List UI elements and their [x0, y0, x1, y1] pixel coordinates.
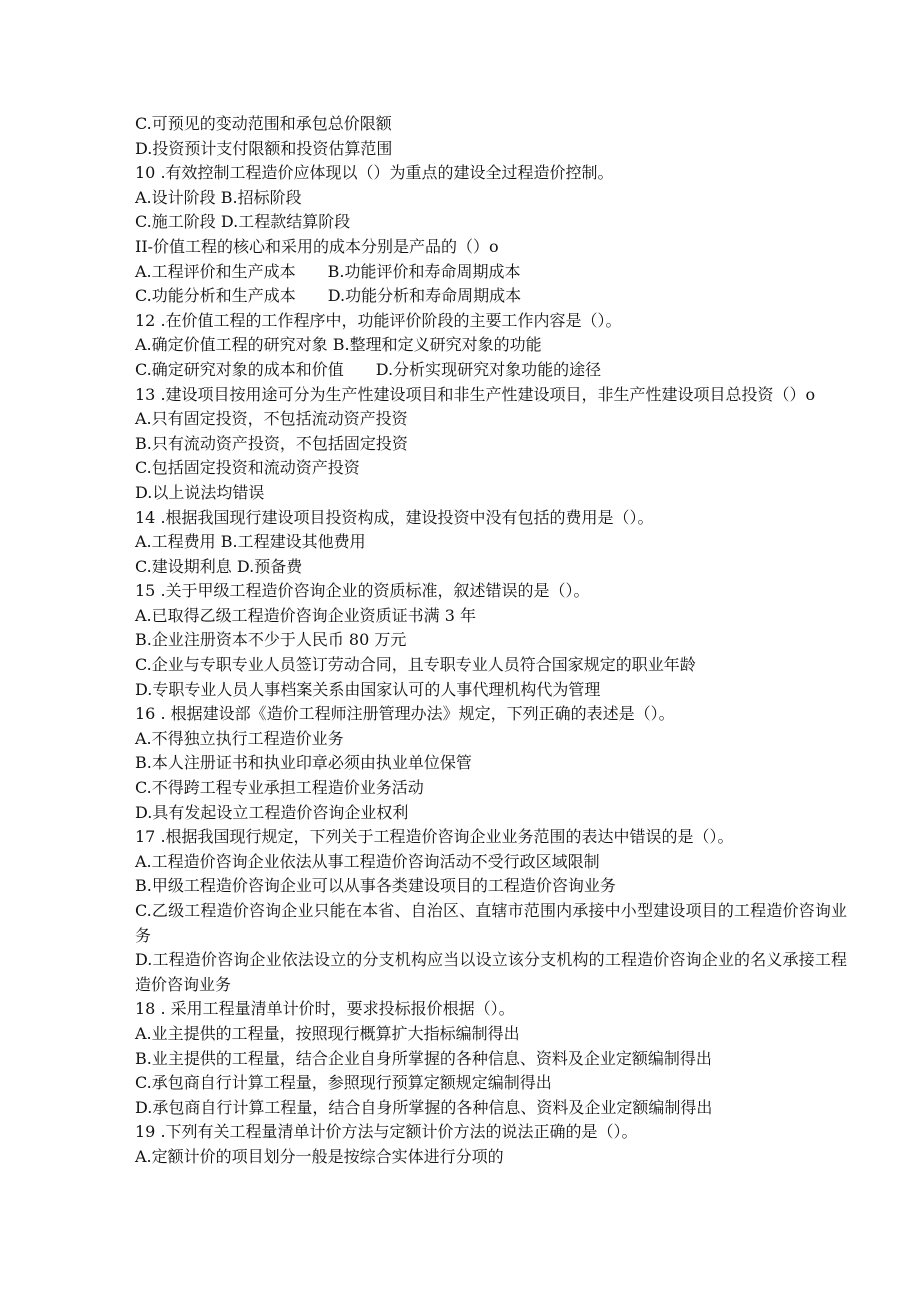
option-text: A.设计阶段 B.招标阶段: [135, 187, 302, 207]
option-text: A.工程费用 B.工程建设其他费用: [135, 532, 366, 552]
option-text: C.承包商自行计算工程量，参照现行预算定额规定编制得出: [135, 1073, 552, 1093]
option-text: B.本人注册证书和执业印章必须由执业单位保管: [135, 753, 472, 773]
document-page: [135, 112, 847, 1170]
option-text: B.甲级工程造价咨询企业可以从事各类建设项目的工程造价咨询业务: [135, 876, 616, 896]
question-text: 18 . 采用工程量清单计价时，要求投标报价根据（）。: [135, 999, 515, 1019]
option-text: C.可预见的变动范围和承包总价限额: [135, 114, 392, 133]
option-text: C.包括固定投资和流动资产投资: [135, 458, 360, 478]
option-text: C.确定研究对象的成本和价值 D.分析实现研究对象功能的途径: [135, 359, 602, 379]
option-text: C.企业与专职专业人员签订劳动合同，且专职专业人员符合国家规定的职业年龄: [135, 655, 696, 675]
option-text: A.工程评价和生产成本 B.功能评价和寿命周期成本: [135, 261, 521, 281]
option-text: D.专职专业人员人事档案关系由国家认可的人事代理机构代为管理: [135, 679, 601, 699]
option-text: A.业主提供的工程量，按照现行概算扩大指标编制得出: [135, 1023, 520, 1043]
option-text: B.企业注册资本不少于人民币 80 万元: [135, 630, 407, 650]
option-text: D.承包商自行计算工程量，结合自身所掌握的各种信息、资料及企业定额编制得出: [135, 1097, 713, 1117]
option-text: B.业主提供的工程量，结合企业自身所掌握的各种信息、资料及企业定额编制得出: [135, 1048, 712, 1068]
question-text: 16 . 根据建设部《造价工程师注册管理办法》规定，下列正确的表述是（）。: [135, 704, 675, 724]
option-text: C.不得跨工程专业承担工程造价业务活动: [135, 778, 424, 798]
option-text: A.已取得乙级工程造价咨询企业资质证书满 3 年: [135, 605, 476, 625]
option-text: C.建设期利息 D.预备费: [135, 556, 303, 576]
question-text: 14 .根据我国现行建设项目投资构成，建设投资中没有包括的费用是（）。: [135, 507, 654, 527]
question-text: 13 .建设项目按用途可分为生产性建设项目和非生产性建设项目，非生产性建设项目总投资（）o: [135, 384, 816, 404]
option-text: B.只有流动资产投资，不包括固定投资: [135, 433, 408, 453]
question-text: 12 .在价值工程的工作程序中，功能评价阶段的主要工作内容是（）。: [135, 310, 622, 330]
option-text: C.乙级工程造价咨询企业只能在本省、自治区、直辖市范围内承接中小型建设项目的工程造价咨询业务: [135, 901, 847, 945]
option-text: D.以上说法均错误: [135, 482, 265, 502]
question-text: 10 .有效控制工程造价应体现以（）为重点的建设全过程造价控制。: [135, 163, 614, 183]
option-text: D.投资预计支付限额和投资估算范围: [135, 138, 393, 158]
option-text: D.工程造价咨询企业依法设立的分支机构应当以设立该分支机构的工程造价咨询企业的名义承接工程造价咨询业务: [135, 950, 847, 994]
question-text: II-价值工程的核心和采用的成本分别是产品的（）o: [135, 236, 499, 256]
option-text: A.工程造价咨询企业依法从事工程造价咨询活动不受行政区域限制: [135, 851, 600, 871]
question-text: 19 .下列有关工程量清单计价方法与定额计价方法的说法正确的是（）。: [135, 1122, 638, 1142]
question-text: 15 .关于甲级工程造价咨询企业的资质标准，叙述错误的是（）。: [135, 581, 590, 601]
option-text: D.具有发起设立工程造价咨询企业权利: [135, 802, 409, 822]
option-text: C.施工阶段 D.工程款结算阶段: [135, 212, 351, 232]
option-text: A.确定价值工程的研究对象 B.整理和定义研究对象的功能: [135, 335, 542, 355]
option-text: A.不得独立执行工程造价业务: [135, 728, 344, 748]
option-text: C.功能分析和生产成本 D.功能分析和寿命周期成本: [135, 286, 522, 306]
question-text: 17 .根据我国现行规定，下列关于工程造价咨询企业业务范围的表达中错误的是（）。: [135, 827, 734, 847]
option-text: A.只有固定投资，不包括流动资产投资: [135, 409, 408, 429]
option-text: A.定额计价的项目划分一般是按综合实体进行分项的: [135, 1146, 504, 1166]
